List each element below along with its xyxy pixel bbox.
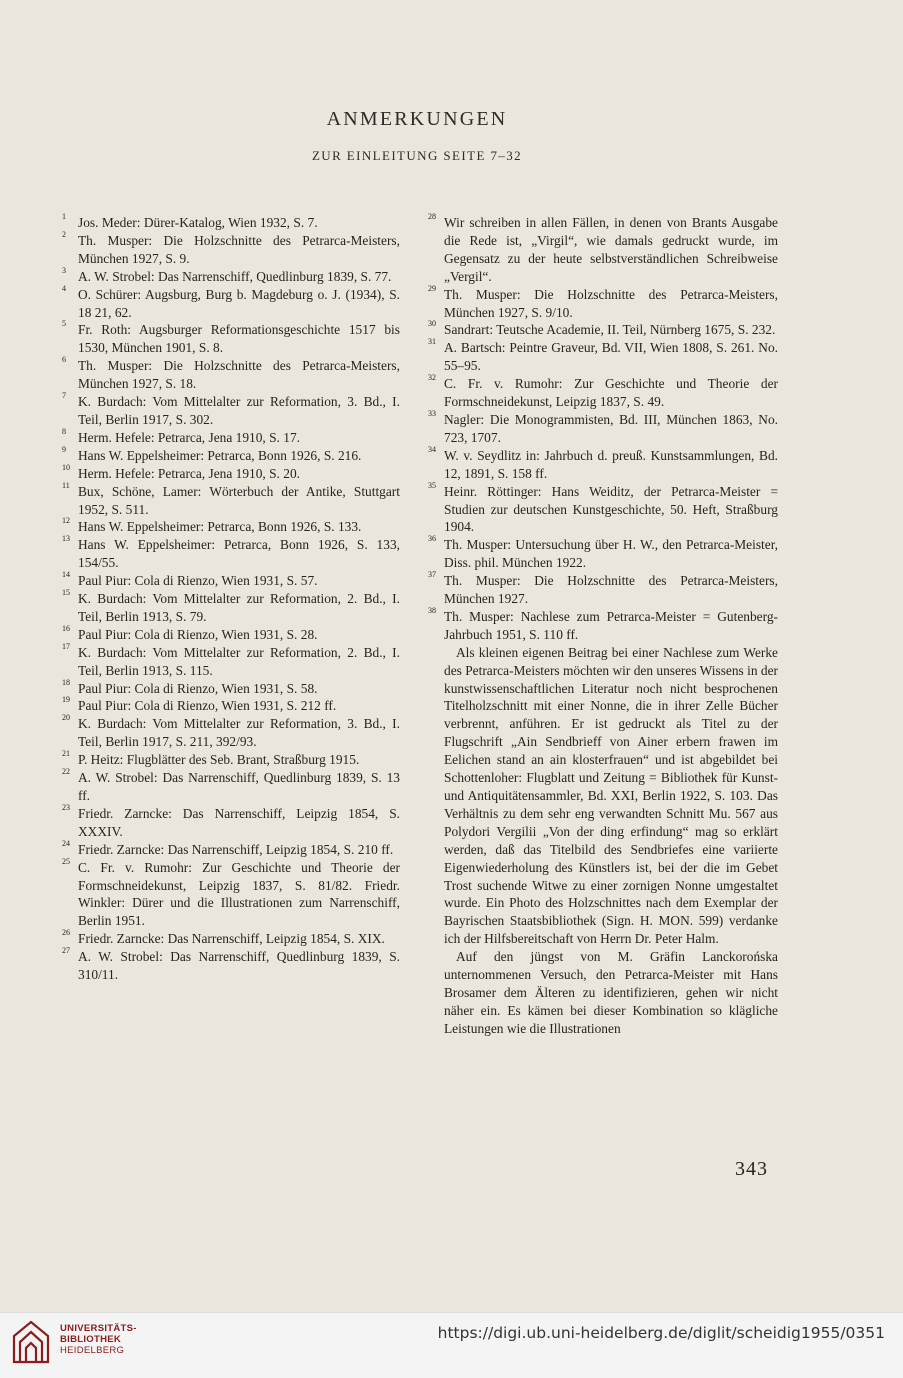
footnote-number: 3 — [62, 265, 66, 275]
footnote-text: Paul Piur: Cola di Rienzo, Wien 1931, S. 58. — [78, 680, 318, 696]
footnote-number: 4 — [62, 283, 66, 293]
footnote-number: 11 — [62, 480, 70, 490]
footnote-number: 21 — [62, 749, 70, 759]
footnote-number: 32 — [428, 373, 436, 383]
footnote-text: O. Schürer: Augsburg, Burg b. Magdeburg o. J. (1934), S. 18 21, 62. — [78, 286, 400, 320]
footnote-text: P. Heitz: Flugblätter des Seb. Brant, Straßburg 1915. — [78, 752, 360, 768]
footnote-number: 10 — [62, 462, 70, 472]
footnote — [62, 641, 400, 680]
footnote — [62, 283, 400, 322]
university-library-logo-icon[interactable] — [10, 1318, 52, 1366]
footnote — [62, 444, 400, 465]
footnote-text: Hans W. Eppelsheimer: Petrarca, Bonn 1926, S. 216. — [78, 447, 362, 463]
footnote — [62, 462, 400, 483]
footnote-number: 33 — [428, 408, 436, 418]
footnote-text: Friedr. Zarncke: Das Narrenschiff, Leipzig 1854, S. XXXIV. — [78, 805, 400, 839]
footnote-text: Paul Piur: Cola di Rienzo, Wien 1931, S. 28. — [78, 626, 318, 642]
footnote-number: 19 — [62, 695, 70, 705]
footnote-text: Th. Musper: Die Holzschnitte des Petrarca-Meisters, München 1927. — [444, 573, 778, 607]
footnote — [62, 229, 400, 268]
footnote-number: 13 — [62, 534, 70, 544]
footnote — [428, 214, 778, 286]
notes-column-right — [428, 214, 778, 1038]
footnote-text: Wir schreiben in allen Fällen, in denen von Brants Ausgabe die Rede ist, „Virgil“, wie damals gedruckt wurde, im Gegensatz zu der heute selbstverständlichen Schreibweise „Vergil“. — [444, 215, 778, 284]
footnote-text: Friedr. Zarncke: Das Narrenschiff, Leipzig 1854, S. 210 ff. — [78, 841, 394, 857]
footnote — [62, 677, 400, 698]
footnote-text: Fr. Roth: Augsburger Reformationsgeschichte 1517 bis 1530, München 1901, S. 8. — [78, 322, 400, 356]
footnote-text: Nagler: Die Monogrammisten, Bd. III, München 1863, No. 723, 1707. — [444, 411, 778, 445]
footnote-number: 24 — [62, 838, 70, 848]
footnote — [428, 408, 778, 447]
footnote-text: K. Burdach: Vom Mittelalter zur Reformation, 3. Bd., I. Teil, Berlin 1917, S. 211, 392/93. — [78, 716, 400, 750]
library-name[interactable] — [60, 1323, 137, 1356]
footnote — [428, 444, 778, 483]
footnote — [428, 339, 778, 375]
footnote — [62, 838, 400, 859]
footnote-number: 7 — [62, 391, 66, 401]
footnote-text: Paul Piur: Cola di Rienzo, Wien 1931, S. 212 ff. — [78, 698, 337, 714]
footnote-text: Th. Musper: Die Holzschnitte des Petrarca-Meisters, München 1927, S. 18. — [78, 358, 400, 392]
footnote-text: Heinr. Röttinger: Hans Weiditz, der Petrarca-Meister = Studien zur deutschen Kunstgeschichte, 50. Heft, Straßburg 1904. — [444, 483, 778, 535]
footnote — [62, 321, 400, 357]
footnote-number: 35 — [428, 480, 436, 490]
footnote — [62, 715, 400, 751]
footnote-number: 8 — [62, 426, 66, 436]
footnote-text: Th. Musper: Die Holzschnitte des Petrarca-Meisters, München 1927, S. 9. — [78, 232, 400, 266]
footnote — [62, 518, 400, 536]
footnote — [62, 697, 400, 715]
footnote-text: C. Fr. v. Rumohr: Zur Geschichte und Theorie der Formschneidekunst, Leipzig 1837, S. 81/82. Friedr. Winkler: Dürer und die Illustrationen zum Narrenschiff, Berlin 1951. — [78, 859, 400, 929]
footnote-text: Sandrart: Teutsche Academie, II. Teil, Nürnberg 1675, S. 232. — [444, 322, 776, 338]
footnote-number: 28 — [428, 212, 436, 221]
library-name-line3: HEIDELBERG — [60, 1345, 125, 1356]
footnote — [428, 480, 778, 537]
footnote-text: Paul Piur: Cola di Rienzo, Wien 1931, S. 57. — [78, 573, 318, 589]
page-subtitle: ZUR EINLEITUNG SEITE 7–32 — [311, 148, 523, 163]
footnote-number: 29 — [428, 283, 436, 293]
footnote-text: Friedr. Zarncke: Das Narrenschiff, Leipzig 1854, S. XIX. — [78, 931, 385, 947]
footnote-number: 31 — [428, 337, 436, 347]
footnote-number: 38 — [428, 605, 436, 615]
footnote-number: 34 — [428, 444, 436, 454]
note-paragraph: Als kleinen eigenen Beitrag bei einer Nachlese zum Werke des Petrarca-Meisters möchten wir den unseres Wissens in der kunstwissenschaftlichen Literatur noch nicht besprochenen Titelholzschnitt mit einer Nonne, die in ihrer Zelle Bücher verbrennt, anführen. Er ist gedruckt als Titel zu der Flugschrift „Ain Sendbrieff von Ainer erbern frawen im Eelichen stand an ain klosterfrauen“ und ist abgebildet bei Schottenloher: Flugblatt und Zeitung = Bibliothek für Kunst- und Antiquitätensammler, Bd. XXI, Berlin 1922, S. 103. Das Verhältnis zu dem sehr eng verwandten Schnitt Mu. 567 aus Polydori Vergilii „Von der ding erfindung“ mag so erklärt werden, daß das Titelbild des Sendbriefes eine variierte Eigenwiederholung des Künstlers ist, bei der die im Gebet Trost suchende Witwe zu einer zornigen Nonne umgestaltet wurde. Ein Photo des Holzschnittes nach dem Exemplar der Bayrischen Staatsbibliothek (Sign. H. MON. 599) verdanke ich der Hilfsbereitschaft von Herrn Dr. Peter Halm. — [444, 644, 778, 947]
footnote-text: Herm. Hefele: Petrarca, Jena 1910, S. 17. — [78, 429, 300, 445]
page-title: ANMERKUNGEN — [326, 108, 508, 130]
note-paragraph: Auf den jüngst von M. Gräfin Lanckorońska unternommenen Versuch, den Petrarca-Meister mit Hans Brosamer dem Älteren zu identifizieren, gehen wir nicht näher ein. Es kämen bei dieser Kombination so klägliche Leistungen wie die Illustrationen — [444, 949, 778, 1036]
footnote-text: Hans W. Eppelsheimer: Petrarca, Bonn 1926, S. 133. — [78, 519, 362, 535]
footnote-number: 12 — [62, 516, 70, 526]
footnote-number: 6 — [62, 355, 66, 365]
footnote — [62, 393, 400, 429]
footnote-text: K. Burdach: Vom Mittelalter zur Reformation, 3. Bd., I. Teil, Berlin 1917, S. 302. — [78, 394, 400, 427]
footnote-text: A. Bartsch: Peintre Graveur, Bd. VII, Wien 1808, S. 261. No. 55–95. — [444, 340, 778, 374]
footnote-number: 36 — [428, 534, 436, 544]
footnote — [62, 214, 400, 232]
footnote — [62, 572, 400, 590]
footnote-text: K. Burdach: Vom Mittelalter zur Reformation, 2. Bd., I. Teil, Berlin 1913, S. 79. — [78, 591, 400, 624]
footnote-number: 5 — [62, 319, 66, 329]
library-name-line2: BIBLIOTHEK — [60, 1334, 122, 1345]
footnote — [62, 802, 400, 841]
footnote-number: 25 — [62, 856, 70, 866]
footnote-text: Jos. Meder: Dürer-Katalog, Wien 1932, S. 7. — [78, 215, 318, 230]
footnote — [62, 590, 400, 626]
footnote-number: 14 — [62, 570, 70, 580]
footnote — [62, 480, 400, 519]
footnote — [62, 426, 400, 447]
footnote-number: 22 — [62, 767, 70, 777]
footnote-text: Bux, Schöne, Lamer: Wörterbuch der Antike, Stuttgart 1952, S. 511. — [78, 483, 400, 517]
footnote-number: 15 — [62, 588, 70, 598]
footnote-text: A. W. Strobel: Das Narrenschiff, Quedlinburg 1839, S. 77. — [78, 268, 392, 284]
footnote — [428, 572, 778, 608]
page-number: 343 — [735, 1158, 768, 1180]
footnote-text: C. Fr. v. Rumohr: Zur Geschichte und Theorie der Formschneidekunst, Leipzig 1837, S. 49. — [444, 376, 778, 410]
footnote-number: 2 — [62, 229, 66, 239]
document-url[interactable]: https://digi.ub.uni-heidelberg.de/diglit/scheidig1955/0351 — [437, 1324, 885, 1342]
footnote — [428, 283, 778, 322]
footnote — [428, 536, 778, 572]
footnote-text: Th. Musper: Die Holzschnitte des Petrarca-Meisters, München 1927, S. 9/10. — [444, 286, 778, 320]
footnote — [62, 751, 400, 769]
footnote — [62, 536, 400, 572]
library-name-line1: UNIVERSITÄTS- — [60, 1323, 137, 1334]
footnote — [428, 605, 778, 644]
footnote-text: A. W. Strobel: Das Narrenschiff, Quedlinburg 1839, S. 13 ff. — [78, 770, 400, 803]
footnote — [62, 856, 400, 931]
footnote-number: 23 — [62, 802, 70, 812]
footnote-text: Th. Musper: Untersuchung über H. W., den Petrarca-Meister, Diss. phil. München 1922. — [444, 537, 778, 571]
footnote — [62, 357, 400, 393]
footnote-number: 20 — [62, 713, 70, 723]
footnote — [62, 769, 400, 805]
footnote — [62, 930, 400, 948]
footnote-text: K. Burdach: Vom Mittelalter zur Reformation, 2. Bd., I. Teil, Berlin 1913, S. 115. — [78, 644, 400, 678]
footnote-number: 30 — [428, 319, 436, 329]
footnote-number: 17 — [62, 641, 70, 651]
footnote — [62, 265, 400, 286]
footnote — [428, 321, 778, 339]
footnote — [428, 375, 778, 411]
footnote-number: 37 — [428, 570, 436, 580]
footnote-number: 1 — [62, 212, 66, 221]
footnote-text: W. v. Seydlitz in: Jahrbuch d. preuß. Kunstsammlungen, Bd. 12, 1891, S. 158 ff. — [444, 447, 778, 481]
notes-column-left — [62, 214, 400, 984]
footnote-text: A. W. Strobel: Das Narrenschiff, Quedlinburg 1839, S. 310/11. — [78, 949, 400, 983]
footnote-text: Herm. Hefele: Petrarca, Jena 1910, S. 20. — [78, 465, 300, 481]
footnote — [62, 948, 400, 984]
footnote-text: Hans W. Eppelsheimer: Petrarca, Bonn 1926, S. 133, 154/55. — [78, 537, 400, 571]
footnote-number: 16 — [62, 623, 70, 633]
footnote-number: 18 — [62, 677, 70, 687]
footnote-number: 27 — [62, 946, 70, 956]
footnote-number: 26 — [62, 928, 70, 938]
footnote — [62, 623, 400, 644]
footnote-number: 9 — [62, 444, 66, 454]
footnote-text: Th. Musper: Nachlese zum Petrarca-Meister = Gutenberg-Jahrbuch 1951, S. 110 ff. — [444, 608, 778, 642]
